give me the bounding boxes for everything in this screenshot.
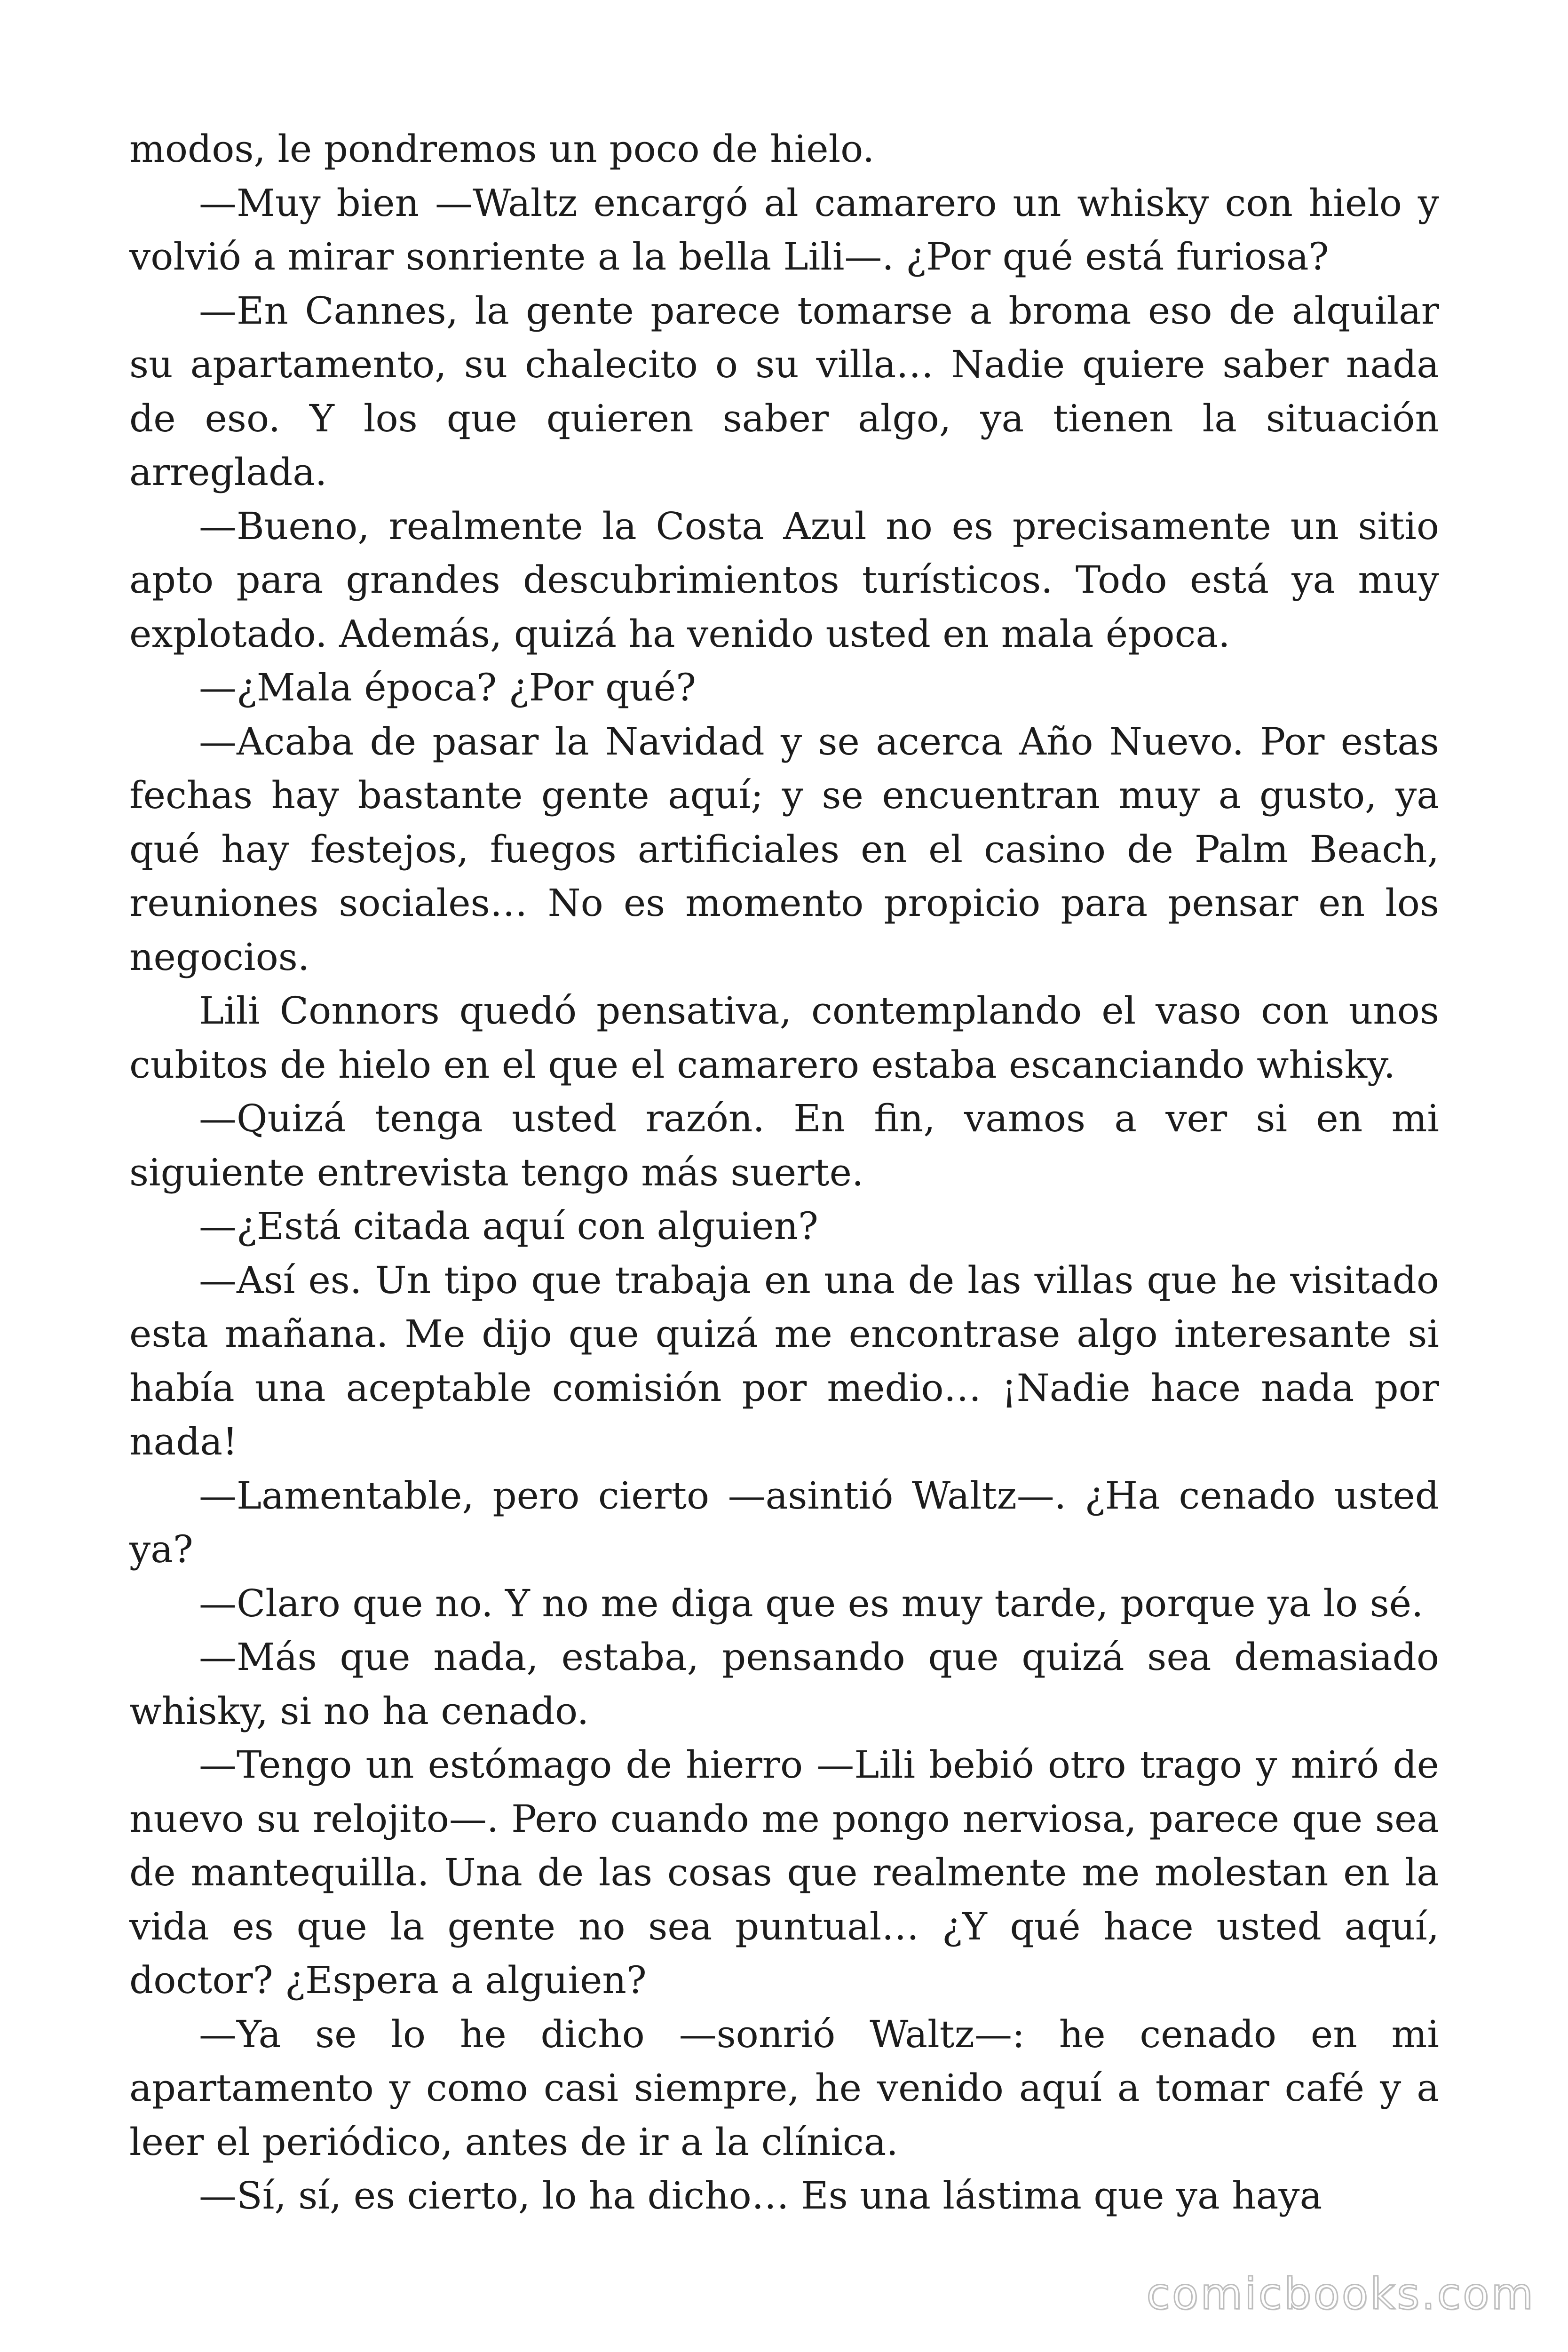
paragraph-2: —Muy bien —Waltz encargó al camarero un whisky con hielo y volvió a mirar sonriente a la bella Lili—. ¿Por qué está furiosa? bbox=[129, 181, 1439, 278]
paragraph-15: —Ya se lo he dicho —sonrió Waltz—: he cenado en mi apartamento y como casi siempre, he venido aquí a tomar café y a leer el periódico, antes de ir a la clínica. bbox=[129, 2012, 1439, 2164]
paragraph-14: —Tengo un estómago de hierro —Lili bebió otro trago y miró de nuevo su relojito—. Pero cuando me pongo nerviosa, parece que sea de mantequilla. Una de las cosas que realmente me molestan en la vida es que la gente no sea puntual… ¿Y qué hace usted aquí, doctor? ¿Espera a alguien? bbox=[129, 1743, 1439, 2002]
paragraph-3: —En Cannes, la gente parece tomarse a broma eso de alquilar su apartamento, su chalecito o su villa… Nadie quiere saber nada de eso. Y los que quieren saber algo, ya tienen la situación arreglada. bbox=[129, 288, 1439, 494]
paragraph-1: modos, le pondremos un poco de hielo. bbox=[129, 127, 875, 171]
paragraph-13: —Más que nada, estaba, pensando que quizá sea demasiado whisky, si no ha cenado. bbox=[129, 1635, 1439, 1733]
paragraph-12: —Claro que no. Y no me diga que es muy tarde, porque ya lo sé. bbox=[199, 1581, 1424, 1625]
paragraph-9: —¿Está citada aquí con alguien? bbox=[199, 1204, 818, 1248]
paragraph-7: Lili Connors quedó pensativa, contemplando el vaso con unos cubitos de hielo en el que el camarero estaba escanciando whisky. bbox=[129, 989, 1439, 1087]
paragraph-6: —Acaba de pasar la Navidad y se acerca Año Nuevo. Por estas fechas hay bastante gente aquí; y se encuentran muy a gusto, ya qué hay festejos, fuegos artificiales en el casino de Palm Beach, reuniones sociales… No es momento propicio para pensar en los negocios. bbox=[129, 719, 1439, 979]
paragraph-16: —Sí, sí, es cierto, lo ha dicho… Es una lástima que ya haya bbox=[199, 2174, 1323, 2217]
paragraph-11: —Lamentable, pero cierto —asintió Waltz—. ¿Ha cenado usted ya? bbox=[129, 1473, 1439, 1571]
watermark: comicbooks.com bbox=[1146, 2269, 1535, 2319]
paragraph-10: —Así es. Un tipo que trabaja en una de las villas que he visitado esta mañana. Me dijo que quizá me encontrase algo interesante si había una aceptable comisión por medio… ¡Nadie hace nada por nada! bbox=[129, 1258, 1439, 1463]
paragraph-8: —Quizá tenga usted razón. En fin, vamos a ver si en mi siguiente entrevista tengo más suerte. bbox=[129, 1097, 1439, 1194]
page-body bbox=[129, 122, 1439, 2223]
paragraph-5: —¿Mala época? ¿Por qué? bbox=[199, 666, 697, 709]
paragraph-4: —Bueno, realmente la Costa Azul no es precisamente un sitio apto para grandes descubrimientos turísticos. Todo está ya muy explotado. Además, quizá ha venido usted en mala época. bbox=[129, 504, 1439, 656]
